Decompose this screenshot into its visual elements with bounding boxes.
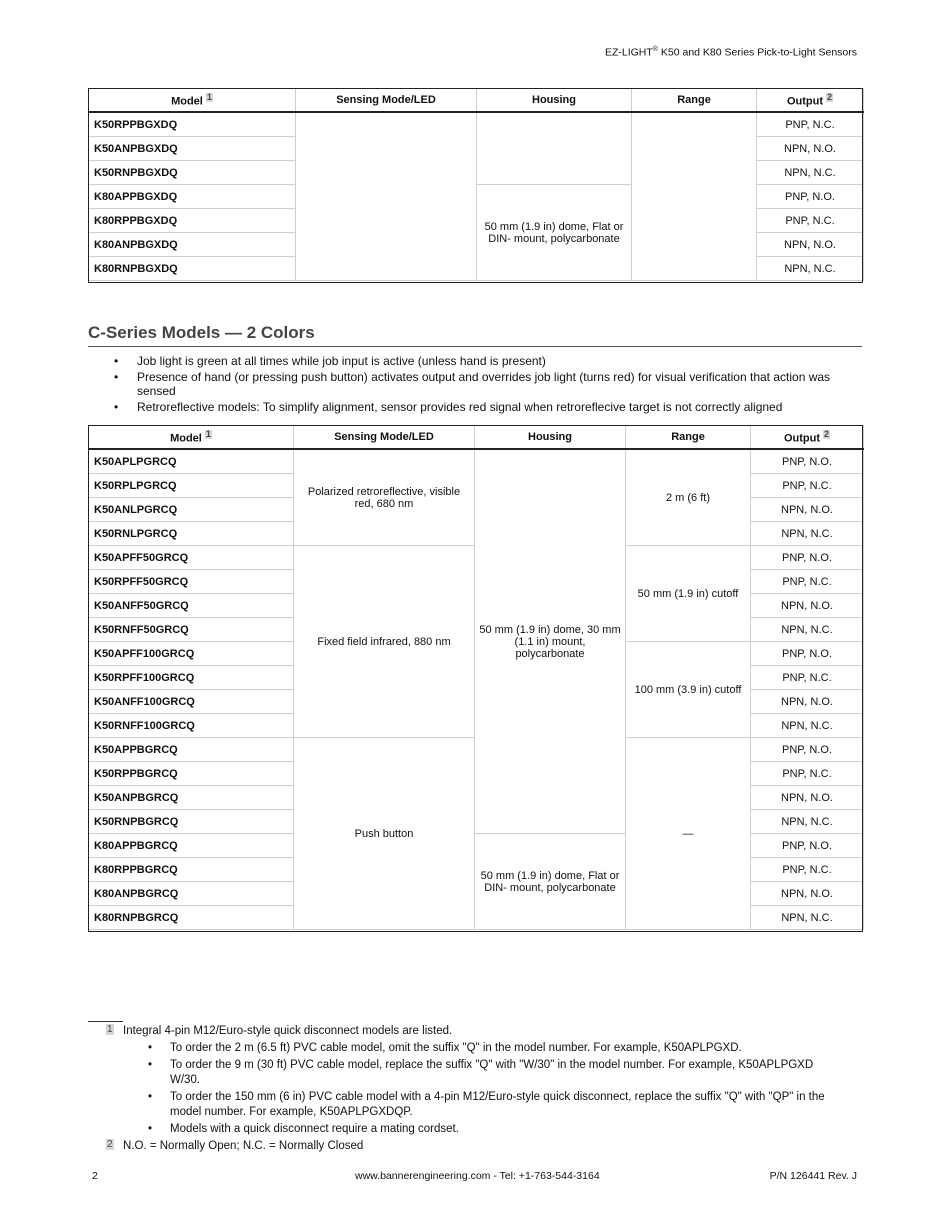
output-cell: NPN, N.O. [751,882,864,906]
range-cell: 50 mm (1.9 in) cutoff [626,546,751,642]
model-cell: K50ANFF100GRCQ [89,690,294,714]
k-series-models-table [88,88,864,281]
output-cell: NPN, N.C. [757,257,864,281]
range-cell: 2 m (6 ft) [626,449,751,546]
output-cell: NPN, N.C. [751,714,864,738]
output-cell: PNP, N.C. [751,666,864,690]
model-cell: K80APPBGXDQ [89,185,296,209]
model-cell: K50RPPBGRCQ [89,762,294,786]
footnote-2 [106,1139,866,1154]
col-header-range: Range [626,426,751,450]
model-cell: K80ANPBGRCQ [89,882,294,906]
feature-item: • Presence of hand (or pressing push button) activates output and overrides job light (turns red) for visual verification that action was sensed [110,370,860,398]
model-cell: K50RNPBGXDQ [89,161,296,185]
output-cell: NPN, N.C. [751,906,864,930]
sensing-cell: Polarized retroreflective, visible red, 680 nm [294,449,475,546]
output-cell: PNP, N.C. [751,762,864,786]
footnote-text: Integral 4-pin M12/Euro-style quick disconnect models are listed. [123,1025,453,1037]
output-cell: NPN, N.C. [751,810,864,834]
model-cell: K50ANFF50GRCQ [89,594,294,618]
output-cell: NPN, N.O. [751,498,864,522]
footnote-divider [88,1021,123,1022]
model-cell: K80RNPBGXDQ [89,257,296,281]
output-cell: NPN, N.O. [751,690,864,714]
feature-item: • Job light is green at all times while job input is active (unless hand is present) [110,354,860,368]
model-cell: K80RPPBGXDQ [89,209,296,233]
model-cell: K50APPBGRCQ [89,738,294,762]
feature-item: • Retroreflective models: To simplify alignment, sensor provides red signal when retroreflecive target is not correctly aligned [110,400,860,414]
sensing-cell [296,112,477,281]
model-cell: K50RNFF50GRCQ [89,618,294,642]
model-cell: K50RNPBGRCQ [89,810,294,834]
housing-cell: 50 mm (1.9 in) dome, Flat or DIN- mount, polycarbonate [477,185,632,281]
model-cell: K50RNFF100GRCQ [89,714,294,738]
model-cell: K50ANPBGRCQ [89,786,294,810]
output-cell: PNP, N.C. [757,112,864,137]
output-cell: PNP, N.C. [751,570,864,594]
footnotes [106,1024,866,1154]
part-number: P/N 126441 Rev. J [769,1170,857,1182]
range-cell: 100 mm (3.9 in) cutoff [626,642,751,738]
model-cell: K50ANLPGRCQ [89,498,294,522]
housing-cell: 50 mm (1.9 in) dome, Flat or DIN- mount, polycarbonate [475,834,626,930]
footnote-item: • To order the 2 m (6.5 ft) PVC cable model, omit the suffix "Q" in the model number. For example, K50APLPGXD. [106,1041,840,1056]
footnote-item: • Models with a quick disconnect require a mating cordset. [106,1122,840,1137]
table-row [89,112,864,137]
footnote-1 [106,1024,866,1039]
output-cell: NPN, N.O. [757,137,864,161]
c-series-models-table [88,425,864,930]
output-cell: NPN, N.C. [757,161,864,185]
model-cell: K50RPFF50GRCQ [89,570,294,594]
model-cell: K80APPBGRCQ [89,834,294,858]
model-cell: K50RPPBGXDQ [89,112,296,137]
table-row [89,449,864,474]
table-header-row [89,426,864,450]
sensing-cell: Push button [294,738,475,930]
col-header-sensing: Sensing Mode/LED [296,89,477,113]
section-title: C-Series Models — 2 Colors [88,323,315,342]
footnote-1-list [106,1041,866,1137]
model-cell: K50RNLPGRCQ [89,522,294,546]
model-cell: K80RPPBGRCQ [89,858,294,882]
model-cell: K50APFF50GRCQ [89,546,294,570]
page-number: 2 [92,1170,98,1182]
model-cell: K50RPLPGRCQ [89,474,294,498]
footnote-item: • To order the 9 m (30 ft) PVC cable model, replace the suffix "Q" with "W/30" in the model number. For example, K50APLPGXD W/30. [106,1058,840,1088]
output-cell: NPN, N.C. [751,618,864,642]
col-header-output: Output 2 [757,89,864,113]
col-header-model: Model 1 [89,426,294,450]
model-cell: K50APFF100GRCQ [89,642,294,666]
col-header-model: Model 1 [89,89,296,113]
footer-contact: www.bannerengineering.com - Tel: +1-763-544-3164 [355,1170,600,1182]
running-header: EZ-LIGHT® K50 and K80 Series Pick-to-Light Sensors [604,46,857,59]
output-cell: PNP, N.C. [757,209,864,233]
housing-cell [477,112,632,185]
footnote-text: N.O. = Normally Open; N.C. = Normally Closed [123,1140,364,1152]
output-cell: PNP, N.O. [751,834,864,858]
output-cell: NPN, N.O. [751,594,864,618]
col-header-range: Range [632,89,757,113]
col-header-housing: Housing [475,426,626,450]
col-header-housing: Housing [477,89,632,113]
output-cell: PNP, N.O. [751,738,864,762]
housing-cell: 50 mm (1.9 in) dome, 30 mm (1.1 in) mount, polycarbonate [475,449,626,834]
output-cell: PNP, N.O. [757,185,864,209]
col-header-output: Output 2 [751,426,864,450]
output-cell: PNP, N.O. [751,546,864,570]
sensing-cell: Fixed field infrared, 880 nm [294,546,475,738]
output-cell: NPN, N.O. [757,233,864,257]
range-cell [632,112,757,281]
output-cell: NPN, N.C. [751,522,864,546]
model-cell: K80RNPBGRCQ [89,906,294,930]
model-cell: K80ANPBGXDQ [89,233,296,257]
feature-list [110,354,860,416]
table-header-row [89,89,864,113]
output-cell: NPN, N.O. [751,786,864,810]
footnote-marker: 2 [107,1139,113,1150]
col-header-sensing: Sensing Mode/LED [294,426,475,450]
footnote-item: • To order the 150 mm (6 in) PVC cable model with a 4-pin M12/Euro-style quick disconnect, replace the suffix "Q" with "QP" in the model number. For example, K50APLPGXDQP. [106,1090,840,1120]
footnote-marker: 1 [107,1024,113,1035]
output-cell: PNP, N.C. [751,474,864,498]
output-cell: PNP, N.O. [751,642,864,666]
output-cell: PNP, N.O. [751,449,864,474]
output-cell: PNP, N.C. [751,858,864,882]
range-cell: — [626,738,751,930]
model-cell: K50ANPBGXDQ [89,137,296,161]
model-cell: K50RPFF100GRCQ [89,666,294,690]
model-cell: K50APLPGRCQ [89,449,294,474]
section-divider [88,346,862,347]
